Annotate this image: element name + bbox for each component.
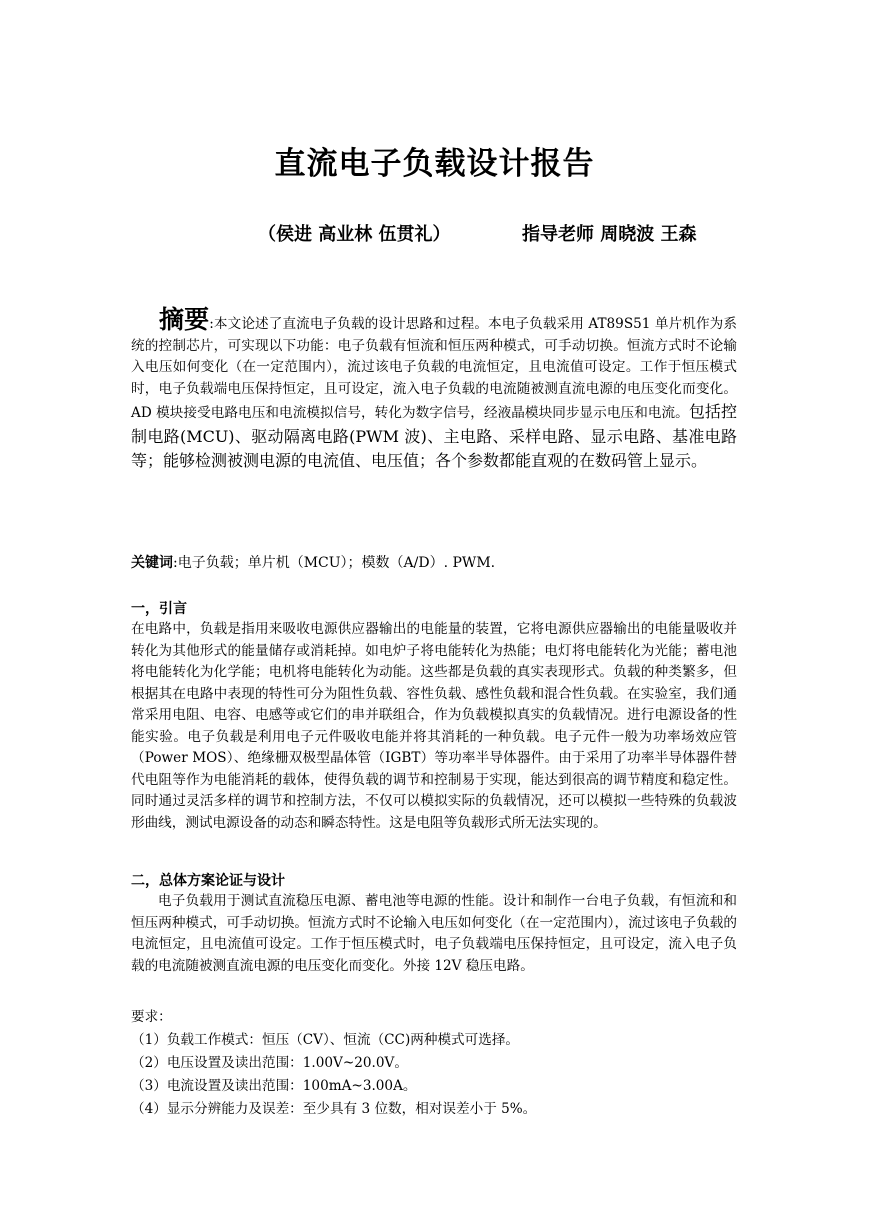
section-1-heading: 一，引言 <box>131 601 187 617</box>
document-title: 直流电子负载设计报告 <box>274 146 595 182</box>
abstract-label: 摘要 <box>159 305 210 334</box>
requirement-4: （4）显示分辨能力及误差：至少具有 3 位数，相对误差小于 5%。 <box>131 1101 537 1117</box>
section-1-text: 在电路中，负载是指用来吸收电源供应器输出的电能量的装置，它将电源供应器输出的电能量吸收并转化为其他形式的能量储存或消耗掉。如电炉子将电能转化为热能；电灯将电能转化为光能；蓄电池将电能转化为化学能；电机将电能转化为动能。这些都是负载的真实表现形式。负载的种类繁多，但根据其在电路中表现的特性可分为阻性负载、容性负载、感性负载和混合性负载。在实验室，我们通常采用电阻、电容、电感等或它们的串并联组合，作为负载模拟真实的负载情况。进行电源设备的性能实验。电子负载是利用电子元件吸收电能并将其消耗的一种负载。电子元件一般为功率场效应管（Power MOS）、绝缘栅双极型晶体管（IGBT）等功率半导体器件。由于采用了功率半导体器件替代电阻等作为电能消耗的载体，使得负载的调节和控制易于实现，能达到很高的调节精度和稳定性。同时通过灵活多样的调节和控制方法，不仅可以模拟实际的负载情况，还可以模拟一些特殊的负载波形曲线，测试电源设备的动态和瞬态特性。这是电阻等负载形式所无法实现的。 <box>131 621 737 831</box>
advisor: 指导老师 周晓波 王森 <box>522 224 697 245</box>
authors: （侯进 高业林 伍贯礼） <box>258 224 451 245</box>
keywords-text: :电子负载；单片机（MCU）；模数（A/D）. PWM. <box>173 555 496 571</box>
requirement-3: （3）电流设置及读出范围：100mA~3.00A。 <box>131 1078 417 1094</box>
abstract <box>131 305 737 474</box>
abstract-text-2: 包括控制电路(MCU)、驱动隔离电路(PWM 波)、主电路、采样电路、显示电路、基准电路等；能够检测被测电源的电流值、电压值；各个参数都能直观的在数码管上显示。 <box>131 402 737 470</box>
abstract-text: :本文论述了直流电子负载的设计思路和过程。本电子负载采用 AT89S51 单片机作为系统的控制芯片，可实现以下功能：电子负载有恒流和恒压两种模式，可手动切换。恒流方式时不论输入电压如何变化（在一定范围内），流过该电子负载的电流恒定，且电流值可设定。工作于恒压模式时，电子负载端电压保持恒定，且可设定，流入电子负载的电流随被测直流电源的电压变化而变化。AD 模块接受电路电压和电流模拟信号，转化为数字信号，经液晶模块同步显示电压和电流。 <box>131 316 737 421</box>
requirement-1: （1）负载工作模式：恒压（CV）、恒流（CC)两种模式可选择。 <box>131 1032 520 1048</box>
requirement-2: （2）电压设置及读出范围：1.00V~20.0V。 <box>131 1055 408 1071</box>
keywords-label: 关键词 <box>131 555 173 571</box>
section-2-heading: 二，总体方案论证与设计 <box>131 873 285 889</box>
section-2-text: 电子负载用于测试直流稳压电源、蓄电池等电源的性能。设计和制作一台电子负载，有恒流和和恒压两种模式，可手动切换。恒流方式时不论输入电压如何变化（在一定范围内），流过该电子负载的电流恒定，且电流值可设定。工作于恒压模式时，电子负载端电压保持恒定，且可设定，流入电子负载的电流随被测直流电源的电压变化而变化。外接 12V 稳压电路。 <box>131 893 737 974</box>
keywords <box>131 552 495 572</box>
requirements-label: 要求： <box>131 1009 172 1025</box>
